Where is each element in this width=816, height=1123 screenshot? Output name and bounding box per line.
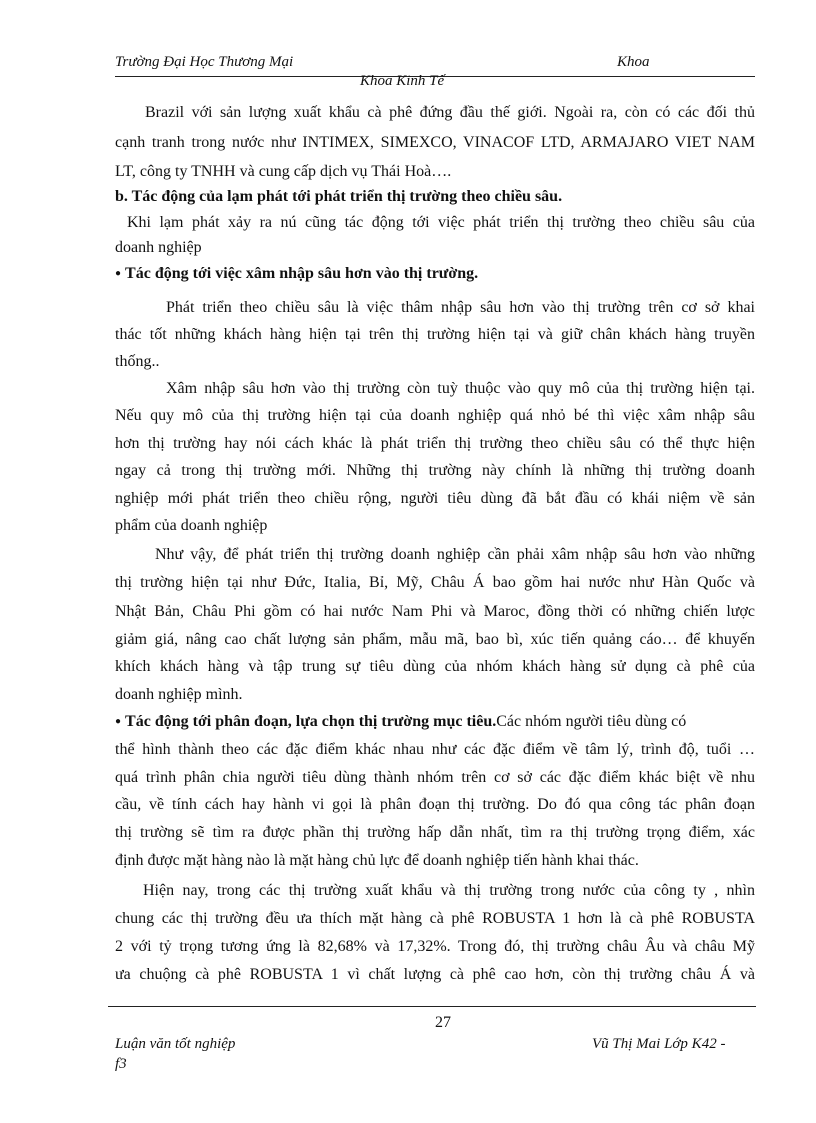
text-line: Khi lạm phát xảy ra nú cũng tác động tới việc phát triển thị trường theo chiều sâu của [127,214,755,231]
text-line: cạnh tranh trong nước như INTIMEX, SIMEXCO, VINACOF LTD, ARMAJARO VIET NAM [115,134,755,151]
text-line: 2 với tỷ trọng tương ứng là 82,68% và 17,32%. Trong đó, thị trường châu Âu và châu Mỹ [115,938,755,955]
text-run: Các nhóm người tiêu dùng có [496,713,687,730]
text-line: Phát triển theo chiều sâu là việc thâm nhập sâu hơn vào thị trường trên cơ sở khai [166,299,755,316]
text-line: thác tốt những khách hàng hiện tại trên thị trường hiện tại và giữ chân khách hàng truyền [115,326,755,343]
text-line: Nếu quy mô của thị trường hiện tại của doanh nghiệp quá nhỏ bé thì việc xâm nhập sâu [115,407,755,424]
bullet-heading-text: Tác động tới phân đoạn, lựa chọn thị trường mục tiêu. [125,713,497,730]
text-line: hơn thị trường hay nói cách khác là phát triển thị trường theo chiều sâu có thể thực hiện [115,435,755,452]
text-line: thị trường sẽ tìm ra được phần thị trường hấp dẫn nhất, tìm ra thị trường trọng điểm, xác [115,824,755,841]
text-line: LT, công ty TNHH và cung cấp dịch vụ Thái Hoà…. [115,163,452,180]
header-faculty-name: Khoa Kinh Tế [360,73,445,89]
text-line: chung các thị trường đều ưa thích mặt hàng cà phê ROBUSTA 1 hơn là cà phê ROBUSTA [115,910,755,927]
text-line: giảm giá, nâng cao chất lượng sản phẩm, mẫu mã, bao bì, xúc tiến quảng cáo… để khuyến [115,631,755,648]
text-line: doanh nghiệp mình. [115,686,243,703]
text-line: nghiệp mới phát triển theo chiều rộng, người tiêu dùng đã bắt đầu có khái niệm về sản [115,490,755,507]
bullet-heading [115,264,755,284]
text-line: quá trình phân chia người tiêu dùng thành nhóm trên cơ sở các đặc điểm khác biệt về nhu [115,769,755,786]
text-line: phẩm của doanh nghiệp [115,517,268,534]
header-school: Trường Đại Học Thương Mại [115,54,294,70]
text-line: thể hình thành theo các đặc điểm khác nhau như các đặc điểm về tâm lý, trình độ, tuổi … [115,741,755,758]
footer-thesis-label: Luận văn tốt nghiệp [115,1036,236,1052]
text-line: ưa chuộng cà phê ROBUSTA 1 vì chất lượng cà phê cao hơn, còn thị trường châu Á và [115,966,755,983]
footer-class-suffix: f3 [115,1056,127,1072]
text-line: Nhật Bản, Châu Phi gồm có hai nước Nam Phi và Maroc, đồng thời có những chiến lược [115,603,755,620]
text-line: định được mặt hàng nào là mặt hàng chủ lực để doanh nghiệp tiến hành khai thác. [115,852,639,869]
text-line: thống.. [115,353,160,370]
bullet-icon: ● [115,268,122,279]
bullet-heading-text: Tác động tới việc xâm nhập sâu hơn vào thị trường. [125,265,479,282]
footer-rule [108,1006,756,1007]
text-line: Như vậy, để phát triển thị trường doanh nghiệp cần phải xâm nhập sâu hơn vào những [155,546,755,563]
text-line: Brazil với sản lượng xuất khẩu cà phê đứng đầu thế giới. Ngoài ra, còn có các đối thủ [145,104,755,121]
page-number: 27 [435,1014,451,1031]
text-line: khích khách hàng và tập trung sự tiêu dùng của nhóm khách hàng sử dụng cà phê của [115,658,755,675]
text-line: thị trường hiện tại như Đức, Italia, Bỉ, Mỹ, Châu Á bao gồm hai nước như Hàn Quốc và [115,574,755,591]
footer-author: Vũ Thị Mai Lớp K42 - [592,1036,726,1052]
section-heading: b. Tác động của lạm phát tới phát triển thị trường theo chiều sâu. [115,188,563,205]
bullet-icon: ● [115,716,122,727]
bullet-paragraph [115,712,755,732]
text-line: doanh nghiệp [115,239,202,256]
header-faculty: Khoa [617,54,650,70]
text-line: ngay cả trong thị trường mới. Những thị trường này chính là những thị trường doanh [115,462,755,479]
text-line: Xâm nhập sâu hơn vào thị trường còn tuỳ thuộc vào quy mô của thị trường hiện tại. [166,380,755,397]
text-line: cầu, về tính cách hay hành vi gọi là phân đoạn thị trường. Do đó qua công tác phân đoạn [115,796,755,813]
text-line: Hiện nay, trong các thị trường xuất khẩu và thị trường trong nước của công ty , nhìn [143,882,755,899]
